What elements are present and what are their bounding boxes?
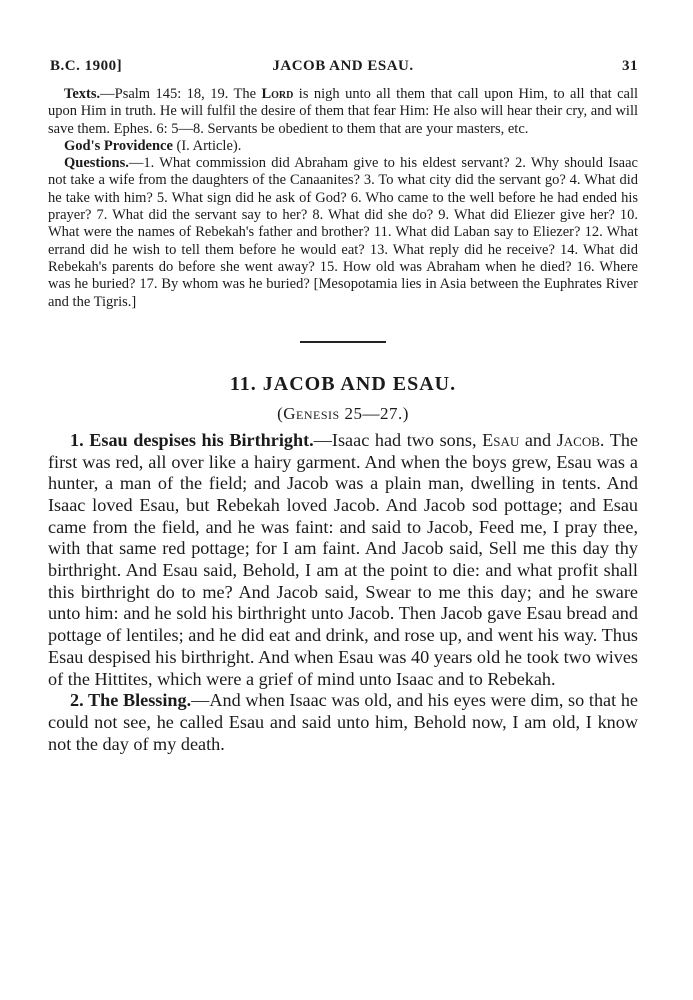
lesson-title: 11. JACOB AND ESAU.	[229, 372, 457, 395]
book-page	[48, 58, 638, 755]
paragraph-birthright	[48, 430, 638, 690]
texts-lord: Lord	[261, 86, 294, 102]
name-jacob: Jacob	[556, 429, 600, 450]
texts-paragraph	[48, 86, 638, 138]
birthright-text-3: . The first was red, all over like a hairy garment. And when the boys grew, Esau was a hunter, a man of the field; and Jacob was a plain man, dwelling in tents. And Isaac loved Esau, but Rebekah loved Jacob. And Jacob sod pottage; and Esau came from the field, and he was faint: and said to Jacob, Feed me, I pray thee, with that same red pottage; for I am faint. And Jacob said, Sell me this day thy birthright. And Esau said, Behold, I am at the point to die: and what profit shall this birthright do to me? And Jacob said, Swear to me this day; and he sware unto him: and he sold his birthright unto Jacob. Then Jacob gave Esau bread and pottage of lentiles; and he did eat and drink, and rose up, and went his way. Thus Esau despised his birthright. And when Esau was 40 years old he took two wives of the Hittites, which were a grief of mind unto Isaac and to Rebekah.	[48, 429, 638, 689]
texts-part2: is nigh unto all them that call upon Him, to all that call upon Him in truth. He will fulfil the desire of them that fear Him: He also will hear their cry, and will save them. Ephes. 6: 5—8. Servants be obedient to them that are your masters, etc.	[48, 86, 639, 137]
questions-text: —1. What commission did Abraham give to his eldest servant? 2. Why should Isaac not take a wife from the daughters of the Canaanites? 3. To what city did the servant go? 4. What did he take with him? 5. What sign did he ask of God? 6. Who came to the well before he had ended his prayer? 7. What did the servant say to her? 8. What did she do? 9. What did Eliezer give her? 10. What were the names of Rebekah's father and brother? 11. What did Laban say to Eliezer? 12. What errand did he wish to tell them before he would eat? 13. What reply did he receive? 14. What did Rebekah's parents do before she went away? 15. How old was Abraham when he died? 16. Where was he buried? 17. By whom was he buried? [Mesopotamia lies in Asia between the Euphrates River and the Tigris.]	[48, 155, 638, 310]
birthright-heading: 1. Esau despises his Birthright.	[70, 429, 314, 450]
blessing-heading: 2. The Blessing.	[70, 690, 192, 711]
blessing-text: —And when Isaac was old, and his eyes were dim, so that he could not see, he called Esau and said unto him, Behold now, I am old, I know not the day of my death.	[48, 690, 638, 754]
section-divider	[300, 341, 386, 343]
ref-rest: 25—27.)	[339, 403, 409, 423]
header-date: B.C. 1900]	[50, 58, 123, 74]
texts-dash: —	[100, 86, 115, 102]
birthright-text-2: and	[519, 429, 557, 450]
providence-paragraph	[48, 138, 638, 155]
ref-open: (	[277, 403, 284, 423]
questions-paragraph	[48, 155, 638, 311]
birthright-text-1: —Isaac had two sons,	[313, 429, 483, 450]
page-number: 31	[622, 58, 638, 74]
ref-book: Genesis	[283, 403, 340, 423]
paragraph-blessing	[48, 690, 638, 755]
texts-label: Texts.	[64, 86, 101, 102]
running-head	[48, 58, 638, 86]
lesson-reference	[48, 404, 638, 424]
providence-label: God's Providence	[64, 137, 173, 154]
name-esau: Esau	[482, 429, 520, 450]
providence-text: (I. Article).	[172, 137, 242, 154]
header-title: JACOB AND ESAU.	[272, 58, 414, 74]
texts-part1: Psalm 145: 18, 19. The	[114, 86, 262, 102]
lesson-body	[48, 430, 638, 756]
review-section	[48, 86, 638, 311]
questions-label: Questions.	[64, 155, 129, 172]
